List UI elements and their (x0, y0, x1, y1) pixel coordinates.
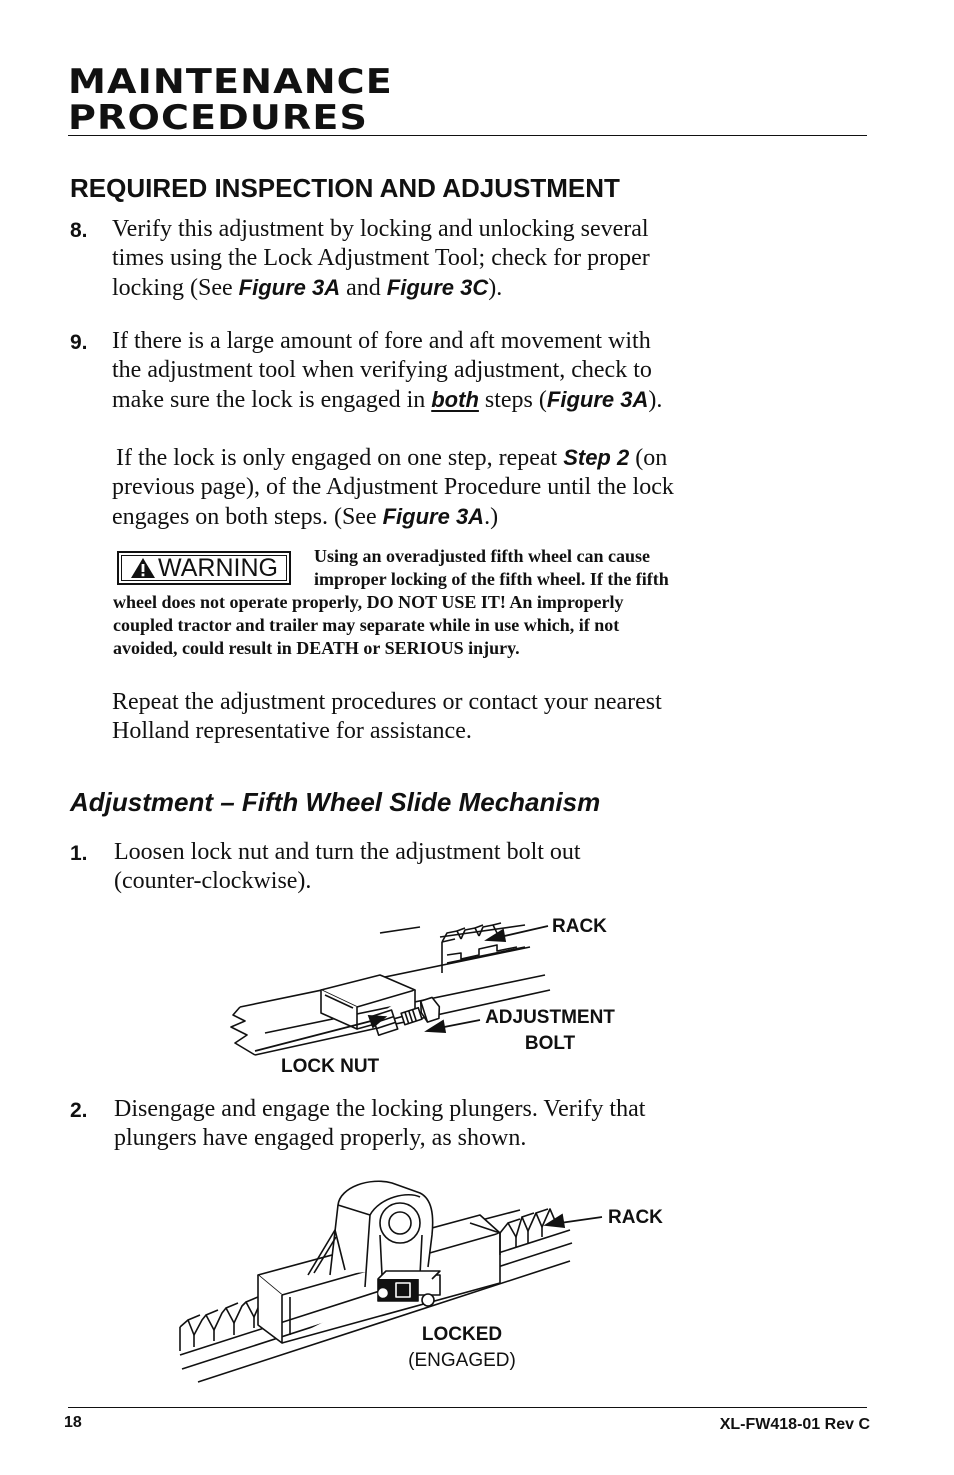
engaged-label-line2: (ENGAGED) (408, 1350, 516, 1371)
warning-line1: Using an overadjusted fifth wheel can cause (314, 546, 650, 566)
warning-text-bottom (113, 591, 813, 660)
step-8-line3-text-a: locking (See (112, 275, 239, 301)
figure-3a-reference: Figure 3A (238, 275, 341, 300)
step-8-line3-text-c: ). (488, 275, 503, 301)
section-heading-inspection: REQUIRED INSPECTION AND ADJUSTMENT (70, 173, 620, 203)
locked-label-line1: LOCKED (421, 1324, 503, 1345)
warning-label-text: WARNING (158, 554, 278, 582)
figure-3a-reference: Figure 3A (382, 504, 485, 529)
figure1-lock-nut-label: LOCK NUT (281, 1056, 380, 1077)
step-8-line2: times using the Lock Adjustment Tool; check for proper (112, 245, 650, 271)
death-emphasis: DEATH (296, 638, 359, 658)
both-emphasis: both (431, 387, 479, 412)
warning-line2: improper locking of the fifth wheel. If the fifth (314, 569, 669, 589)
note-line3-text-b: .) (484, 504, 499, 530)
note-line3 (112, 502, 832, 532)
footer-rule (68, 1407, 867, 1408)
step-8-line3-text-b: and (340, 275, 387, 301)
step-2-number: 2. (70, 1099, 88, 1122)
step-1-number: 1. (70, 842, 88, 865)
header-rule (68, 135, 867, 136)
warning-line3-text-c: An improperly (505, 592, 624, 612)
step-8-line1: Verify this adjustment by locking and unlocking several (112, 216, 649, 242)
closing-line1: Repeat the adjustment procedures or contact your nearest (112, 689, 662, 715)
warning-line4: coupled tractor and trailer may separate while in use which, if not (113, 615, 620, 635)
step-2-line2: plungers have engaged properly, as shown. (114, 1125, 527, 1151)
step-9-line3-text-a: make sure the lock is engaged in (112, 387, 432, 413)
step-9-line1: If there is a large amount of fore and aft movement with (112, 328, 651, 354)
step-8-number: 8. (70, 219, 88, 242)
repeat-step-note (112, 443, 832, 532)
step-9-line3-text-b: steps ( (478, 387, 547, 413)
figure2-locked-label (400, 1322, 524, 1374)
step-1-line2: (counter-clockwise). (114, 868, 312, 894)
warning-label (121, 555, 287, 581)
figure1-adjustment-bolt-label (470, 1005, 630, 1057)
step-9-number: 9. (70, 331, 88, 354)
step-1-text (114, 838, 814, 896)
note-line3-text-a: engages on both steps. (See (112, 504, 383, 530)
page-title-line2: PROCEDURES (68, 98, 369, 138)
locked-plunger-figure (170, 1175, 610, 1390)
step-8-text (112, 215, 812, 303)
step-2-line1: Disengage and engage the locking plungers. Verify that (114, 1096, 646, 1122)
step-9-text (112, 327, 812, 415)
note-line1-text-b: (on (629, 445, 668, 471)
note-line1-text-a: If the lock is only engaged on one step, repeat (116, 445, 564, 471)
step-9-line2: the adjustment tool when verifying adjustment, check to (112, 357, 652, 383)
page-number: 18 (64, 1414, 82, 1431)
figure2-rack-label: RACK (608, 1207, 663, 1228)
warning-line5 (113, 637, 813, 660)
warning-text-top (314, 545, 794, 591)
warning-line5-text-e: injury. (463, 638, 520, 658)
step-2-text (114, 1095, 814, 1153)
serious-emphasis: SERIOUS (384, 638, 464, 658)
adjustment-label-line2: BOLT (524, 1033, 576, 1054)
warning-line5-text-a: avoided, could result in (113, 638, 297, 658)
warning-line5-text-c: or (358, 638, 385, 658)
closing-paragraph (112, 688, 812, 746)
note-line2: previous page), of the Adjustment Procedure until the lock (112, 474, 674, 500)
note-line1 (112, 443, 832, 473)
warning-line3 (113, 591, 813, 614)
figure1-rack-label: RACK (552, 916, 607, 937)
figure-3a-reference: Figure 3A (546, 387, 649, 412)
step-9-line3-text-c: ). (648, 387, 663, 413)
do-not-use-emphasis: DO NOT USE IT! (366, 592, 506, 612)
page-title-line1: MAINTENANCE (68, 62, 393, 102)
step-2-reference: Step 2 (563, 445, 630, 470)
step-8-line3 (112, 273, 812, 303)
document-id: XL-FW418-01 Rev C (719, 1416, 870, 1433)
section-heading-slide-mechanism: Adjustment – Fifth Wheel Slide Mechanism (70, 787, 601, 817)
warning-line3-text-a: wheel does not operate properly, (113, 592, 367, 612)
step-1-line1: Loosen lock nut and turn the adjustment bolt out (114, 839, 581, 865)
warning-triangle-icon (130, 557, 156, 579)
step-9-line3 (112, 385, 812, 415)
closing-line2: Holland representative for assistance. (112, 718, 472, 744)
page-title (68, 64, 393, 136)
figure-3c-reference: Figure 3C (386, 275, 489, 300)
adjustment-label-line1: ADJUSTMENT (485, 1007, 615, 1028)
